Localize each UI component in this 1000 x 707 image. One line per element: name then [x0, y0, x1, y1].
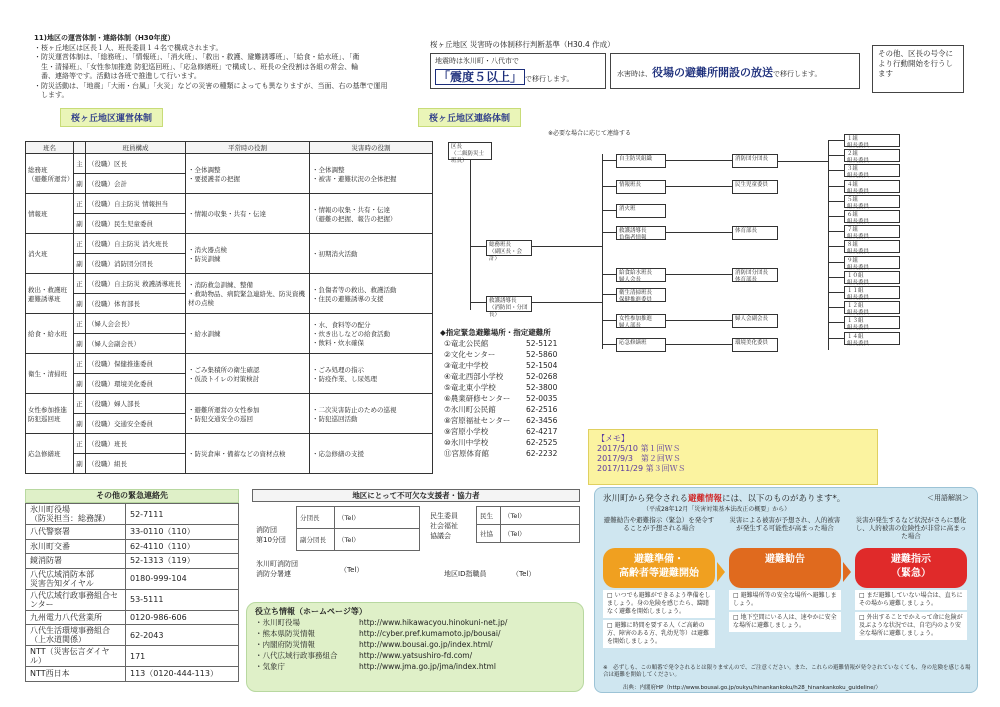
evac-condition: 災害が発生するなど状況がさらに悪化し、人的被害の危険性が非常に高まった場合: [855, 516, 967, 540]
team-name: 女性参加推進 防犯巡回班: [26, 394, 74, 434]
team-position: 主: [74, 154, 86, 174]
contact-tel: 0180-999-104: [126, 568, 239, 589]
tree-group: １０組 組長委員: [844, 271, 900, 284]
tree-connector: [666, 274, 732, 275]
evac-action: □ いつでも避難ができるよう準備をしましょう。身の危険を感じたら、躊躇なく避難を開始しましょう。: [603, 590, 715, 618]
normal-role: ・全体調整 ・要援護者の把握: [186, 154, 310, 194]
tree-level2: 応急修繕班: [616, 338, 666, 352]
shelter-tel: 62-2525: [526, 438, 558, 447]
arrow-icon: [717, 562, 725, 582]
normal-role: ・避難所運営の女性参加 ・防犯交通安全の巡回: [186, 394, 310, 434]
team-member: （役職）組長: [86, 454, 186, 474]
tree-connector: [602, 320, 616, 321]
normal-role: ・ごみ集積所の衛生確認 ・仮設トイレの対策検討: [186, 354, 310, 394]
link-name: ・氷川町役場: [255, 618, 300, 627]
evac-source: 出典：内閣府HP（http://www.bousai.go.jp/oukyu/hinankankoku/h28_hinankankoku_guideline/）: [623, 685, 882, 691]
evac-level-pill: 避難指示 （緊急）: [855, 548, 967, 588]
normal-role: ・給水訓練: [186, 314, 310, 354]
tree-level2: 女性参加推進 婦人部長: [616, 314, 666, 328]
contact-name: 氷川町役場 （防災担当：総務課）: [26, 504, 126, 525]
team-member: （役職）環境美化委員: [86, 374, 186, 394]
shelter-row: [440, 437, 561, 448]
shelter-name: ②文化センター: [444, 350, 496, 359]
evac-level-pill: 避難勧告: [729, 548, 841, 588]
shelter-row: [440, 360, 561, 371]
evac-subnote: （平成28年12月「災害対策基本法改正の概要」から）: [643, 506, 791, 513]
evac-action: □ 避難場所等の安全な場所へ避難しましょう。: [729, 590, 841, 610]
tree-connector: [666, 186, 732, 187]
contact-tel: 52-1313（119）: [126, 554, 239, 569]
shelter-row: [440, 382, 561, 393]
contact-row: [26, 610, 239, 625]
flood-criteria: 水害時は、役場の避難所開設の放送で移行します。: [610, 53, 860, 89]
contact-tel: 0120-986-606: [126, 610, 239, 625]
team-name: 衛生・清掃班: [26, 354, 74, 394]
arrow-icon: [843, 562, 851, 582]
org-row: [26, 434, 433, 454]
tree-connector: [828, 140, 829, 350]
tree-group: ６組 組長委員: [844, 210, 900, 223]
contact-tel: 113（0120-444-113）: [126, 667, 239, 682]
criteria-box: [424, 37, 864, 97]
quake-threshold: 「震度５以上」: [435, 69, 525, 85]
tree-group: １組 組長委員: [844, 134, 900, 147]
team-name: 応急修繕班: [26, 434, 74, 474]
org-row: [26, 274, 433, 294]
criteria-other: その他、区長の号令により行動開始を行うします: [872, 45, 964, 93]
link-name: ・熊本県防災情報: [255, 629, 315, 638]
tree-connector: [828, 186, 844, 187]
tree-connector: [828, 155, 844, 156]
link-row: [255, 628, 575, 639]
contact-name: 九州電力八代営業所: [26, 610, 126, 625]
memo-line: 2017/11/29 第３回ＷＳ: [597, 464, 686, 473]
intro-line: ・桜ヶ丘地区は区長１人、班長委員１４名で構成されます。: [34, 43, 223, 52]
contact-row: [26, 504, 239, 525]
contact-name: NTT西日本: [26, 667, 126, 682]
contact-row: [26, 568, 239, 589]
team-position: 正: [74, 234, 86, 254]
intro-title: 11)地区の運営体制・連絡体制（H30年度）: [34, 34, 175, 42]
shelter-name: ⑤竜北東小学校: [444, 383, 496, 392]
supporter-tel: （Tel）: [335, 507, 420, 529]
shelter-row: [440, 404, 561, 415]
shelter-tel: 52-1504: [526, 361, 558, 370]
shelter-row: [440, 448, 561, 459]
team-member: （役職）自主防災 消火班長: [86, 234, 186, 254]
normal-role: ・消防救急訓練、整備 ・救助物品、病院緊急連絡先、防災資機材の点検: [186, 274, 310, 314]
evac-panel: [594, 487, 978, 693]
link-url[interactable]: http://www.bousai.go.jp/index.html/: [359, 640, 493, 649]
link-row: [255, 650, 575, 661]
link-url[interactable]: http://cyber.pref.kumamoto.jp/bousai/: [359, 629, 501, 638]
team-position: 副: [74, 174, 86, 194]
tree-level2: 給食給水班長 婦人会長: [616, 268, 666, 282]
links-title: 役立ち情報（ホームページ等）: [255, 607, 367, 616]
contact-tel: 171: [126, 646, 239, 667]
intro-line: します。: [34, 91, 69, 99]
contacts-table: [25, 503, 239, 682]
tree-group: ３組 組長委員: [844, 164, 900, 177]
tree-connector: [602, 160, 616, 161]
team-position: 副: [74, 214, 86, 234]
team-member: （役職）自主防災 情報担当: [86, 194, 186, 214]
team-member: （役職）婦人部長: [86, 394, 186, 414]
supporter-role: 副分団長: [297, 529, 335, 551]
post-staff-tel: （Tel）: [512, 570, 536, 578]
tree-level3: 消防団分団長 体育部長: [732, 268, 778, 282]
tree-level2: 消火班: [616, 204, 666, 218]
shelter-name: ⑪宮原体育館: [444, 449, 489, 458]
evac-heading: 氷川町から発令される避難情報には、以下のものがあります*。: [603, 494, 846, 504]
tree-level3: 消防団分団長: [732, 154, 778, 168]
team-position: 正: [74, 274, 86, 294]
tree-root: 区長 （二級防災士 班長）: [448, 142, 492, 160]
tree-note: ※必要な場合に応じて連絡する: [548, 130, 632, 137]
tree-group: １２組 組長委員: [844, 301, 900, 314]
tree-connector: [828, 216, 844, 217]
org-header: [74, 142, 86, 154]
tree-connector: [470, 160, 471, 310]
contact-row: [26, 539, 239, 554]
tree-group: ７組 組長委員: [844, 225, 900, 238]
contact-row: [26, 625, 239, 646]
tree-level3: 体育部長: [732, 226, 778, 240]
team-member: （役職）保健推進委員: [86, 354, 186, 374]
intro-line: 番、連絡等です。活動は各班で推進して行います。: [34, 72, 201, 80]
shelter-tel: 62-2516: [526, 405, 558, 414]
contact-row: [26, 667, 239, 682]
tree-connector: [666, 320, 732, 321]
tree-connector: [666, 344, 732, 345]
shelter-tel: 52-0268: [526, 372, 558, 381]
criteria-title: 桜ヶ丘地区 災害時の体制移行判断基準（H30.4 作成）: [430, 40, 615, 49]
team-member: （役職）区長: [86, 154, 186, 174]
team-name: 救出・救護班 避難誘導班: [26, 274, 74, 314]
evac-column: [851, 514, 971, 664]
evac-column: [599, 514, 719, 664]
team-member: （役職）消防団分団長: [86, 254, 186, 274]
tree-connector: [532, 246, 602, 247]
tree-connector: [828, 262, 844, 263]
tree-group: ８組 組長委員: [844, 240, 900, 253]
tree-mid: 救護誘導長 （消防団・分団長）: [486, 296, 532, 312]
team-member: （婦人会会長）: [86, 314, 186, 334]
evac-action: □ 外出することでかえって命に危険が及ぶような状況では、自宅内のより安全な場所に避難しましょう。: [855, 612, 967, 640]
shelter-tel: 52-0035: [526, 394, 558, 403]
evac-condition: 災害による被害が予想され、人的被害が発生する可能性が高まった場合: [729, 516, 841, 532]
town-fire-tel: （Tel）: [340, 566, 364, 574]
tree-connector: [828, 201, 844, 202]
shelter-name: ③竜北中学校: [444, 361, 489, 370]
tree-connector: [470, 302, 486, 303]
contact-row: [26, 589, 239, 610]
supporter-role: 分団長: [297, 507, 335, 529]
tree-connector: [602, 344, 616, 345]
disaster-role: ・二次災害防止のための巡視 ・防犯巡回活動: [310, 394, 433, 434]
supporter-tel: （Tel）: [335, 529, 420, 551]
welfare-label: 民生委員 社会福祉 協議会: [430, 512, 458, 540]
disaster-role: ・全体調整 ・被害・避難状況の全体把握: [310, 154, 433, 194]
contact-name: 八代生活環境事務組合 （上水道関係）: [26, 625, 126, 646]
town-fire-label: 氷川町消防団 消防分署連: [256, 560, 298, 578]
normal-role: ・防災倉庫・備蓄などの資材点検: [186, 434, 310, 474]
team-member: （役職）班長: [86, 434, 186, 454]
shelter-row: [440, 338, 561, 349]
team-position: 副: [74, 374, 86, 394]
team-name: 総務班 （避難所運営）: [26, 154, 74, 194]
disaster-role: ・応急修繕の支援: [310, 434, 433, 474]
link-row: [255, 617, 575, 628]
tree-group: ２組 組長委員: [844, 149, 900, 162]
tree-connector: [828, 231, 844, 232]
tree-level3: 婦人会副会長: [732, 314, 778, 328]
link-name: ・気象庁: [255, 662, 285, 671]
tree-mid: 総務班長 （副区長・会計）: [486, 240, 532, 256]
memo-line: 2017/5/10 第１回ＷＳ: [597, 444, 681, 453]
disaster-role: ・初期消火活動: [310, 234, 433, 274]
team-member: （役職）体育部長: [86, 294, 186, 314]
evac-action: □ 避難に時間を要する人（ご高齢の方、障害のある方、乳幼児等）は避難を開始しましょう。: [603, 620, 715, 648]
links-box: [246, 602, 584, 692]
team-position: 副: [74, 334, 86, 354]
shelter-tel: 62-2232: [526, 449, 558, 458]
team-position: 正: [74, 434, 86, 454]
shelter-name: ⑨宮原小学校: [444, 427, 489, 436]
tree-connector: [828, 307, 844, 308]
tree-connector: [828, 170, 844, 171]
team-position: 正: [74, 394, 86, 414]
evac-level-pill: 避難準備・ 高齢者等避難開始: [603, 548, 715, 588]
contact-tel: 62-2043: [126, 625, 239, 646]
intro-line: ・防災活動は、「地震」「大雨・台風」「火災」などの災害の種類によっても異なりますが、当面、右の基準で運用: [34, 81, 388, 90]
tree-connector: [666, 160, 732, 161]
tree-level2: 衛生清掃班長 保健推進委員: [616, 288, 666, 302]
evac-glossary: ＜用語解説＞: [927, 494, 969, 502]
contacts-title: その他の緊急連絡先: [25, 489, 239, 503]
shelter-tel: 52-5121: [526, 339, 558, 348]
link-row: [255, 661, 575, 672]
link-url[interactable]: http://www.hikawacyou.hinokuni-net.jp/: [359, 618, 508, 627]
shelter-name: ①竜北公民館: [444, 339, 489, 348]
tree-group: ９組 組長委員: [844, 256, 900, 269]
org-header: 災害時の役割: [310, 142, 433, 154]
shelter-table: [440, 338, 561, 459]
contact-label: 桜ヶ丘地区連絡体制: [418, 108, 521, 127]
tree-connector: [828, 246, 844, 247]
memo-box: [588, 429, 878, 485]
evac-condition: 避難勧告や避難指示（緊急）を発令することが予想される場合: [603, 516, 715, 532]
contact-row: [26, 525, 239, 540]
contact-name: 八代広域消防本部 災害告知ダイヤル: [26, 568, 126, 589]
tree-connector: [532, 302, 602, 303]
org-header: 平常時の役割: [186, 142, 310, 154]
org-header: 班員構成: [86, 142, 186, 154]
tree-connector: [602, 294, 616, 295]
shelter-name: ⑧宮原福祉センター: [444, 416, 511, 425]
tree-level3: 民生児童委員: [732, 180, 778, 194]
contact-name: NTT（災害伝言ダイヤル）: [26, 646, 126, 667]
link-url[interactable]: http://www.yatsushiro-fd.com/: [359, 651, 473, 660]
tree-level2: 救護誘導長 負傷者情報: [616, 226, 666, 240]
team-member: （婦人会副会長）: [86, 334, 186, 354]
team-position: 副: [74, 454, 86, 474]
org-table: [25, 141, 433, 474]
team-member: （役職）交通安全委員: [86, 414, 186, 434]
team-position: 正: [74, 314, 86, 334]
tree-group: １３組 組長委員: [844, 316, 900, 329]
tree-connector: [828, 292, 844, 293]
tree-connector: [602, 232, 616, 233]
team-name: 給食・給水班: [26, 314, 74, 354]
contact-name: 八代警察署: [26, 525, 126, 540]
memo-title: 【メモ】: [597, 434, 629, 443]
shelter-row: [440, 426, 561, 437]
contact-tel: 52-7111: [126, 504, 239, 525]
team-member: （役職）自主防災 救護誘導班長: [86, 274, 186, 294]
team-position: 正: [74, 194, 86, 214]
team-position: 副: [74, 294, 86, 314]
supporter-role: 社協: [477, 525, 501, 543]
org-row: [26, 314, 433, 334]
shelter-row: [440, 393, 561, 404]
tree-level2: 自主防災組織: [616, 154, 666, 168]
shelter-tel: 52-5860: [526, 350, 558, 359]
tree-connector: [828, 140, 844, 141]
disaster-role: ・情報の収集・共有・伝達 （避難の把握、報告の把握）: [310, 194, 433, 234]
team-position: 副: [74, 254, 86, 274]
contact-name: 氷川町交番: [26, 539, 126, 554]
tree-connector: [828, 277, 844, 278]
supporter-tel: （Tel）: [501, 507, 580, 525]
shelter-row: [440, 415, 561, 426]
quake-criteria: 地震時は氷川町・八代市で 「震度５以上」 で移行します。: [430, 53, 606, 89]
supporter-tel: （Tel）: [501, 525, 580, 543]
contact-name: 鏡消防署: [26, 554, 126, 569]
post-staff-label: 地区ID指職員: [444, 570, 487, 578]
link-url[interactable]: http://www.jma.go.jp/jma/index.html: [359, 662, 496, 671]
evac-footnote: ※ 必ずしも、この順番で発令されるとは限りませんので、ご注意ください。また、これらの避難情報が発令されていなくても、身の危険を感じる場合は避難を開始してください。: [603, 665, 971, 678]
tree-connector: [666, 232, 732, 233]
intro-line: ・防災運営体制は、「総務班」、「情報班」、「消火班」、「救出・救護、避難誘導班」、「給食・給水班」、「衛: [34, 53, 360, 61]
shelter-tel: 62-3456: [526, 416, 558, 425]
disaster-role: ・水、食料等の配分 ・炊き出しなどの給食活動 ・飲料・炊水確保: [310, 314, 433, 354]
link-row: [255, 639, 575, 650]
disaster-role: ・ごみ処理の指示 ・防疫作業、し尿処理: [310, 354, 433, 394]
evac-action: □ 地下空間にいる人は、速やかに安全な場所に避難しましょう。: [729, 612, 841, 632]
evac-action: □ まだ避難していない場合は、直ちにその場から避難しましょう。: [855, 590, 967, 610]
tree-connector: [778, 161, 828, 162]
shelter-list: [440, 327, 570, 459]
tree-group: ５組 組長委員: [844, 195, 900, 208]
fire-brigade-label: 消防団 第10分団: [256, 526, 286, 544]
tree-connector: [828, 322, 844, 323]
tree-connector: [602, 210, 616, 211]
link-name: ・内閣府防災情報: [255, 640, 315, 649]
evac-column: [725, 514, 845, 664]
normal-role: ・情報の収集・共有・伝達: [186, 194, 310, 234]
contact-tel: 62-4110（110）: [126, 539, 239, 554]
org-row: [26, 194, 433, 214]
contact-tel: 53-5111: [126, 589, 239, 610]
tree-connector: [602, 186, 616, 187]
team-member: （役職）会計: [86, 174, 186, 194]
contact-name: 八代広域行政事務組合センター: [26, 589, 126, 610]
contact-row: [26, 554, 239, 569]
tree-group: ４組 組長委員: [844, 180, 900, 193]
tree-connector: [828, 338, 844, 339]
shelter-title: ◆指定緊急避難場所・指定避難所: [440, 328, 551, 337]
org-row: [26, 394, 433, 414]
normal-role: ・消火器点検 ・防災訓練: [186, 234, 310, 274]
team-name: 情報班: [26, 194, 74, 234]
supporter-role: 民生: [477, 507, 501, 525]
shelter-name: ⑥農業研修センター: [444, 394, 511, 403]
team-position: 正: [74, 354, 86, 374]
team-member: （役職）民生児童委員: [86, 214, 186, 234]
org-row: [26, 154, 433, 174]
contact-row: [26, 646, 239, 667]
shelter-row: [440, 349, 561, 360]
supporters-title: 地区にとって不可欠な支援者・協力者: [252, 489, 580, 502]
org-header: 班名: [26, 142, 74, 154]
shelter-row: [440, 371, 561, 382]
flood-threshold: 役場の避難所開設の放送: [652, 66, 773, 79]
shelter-name: ⑦氷川町公民館: [444, 405, 496, 414]
shelter-name: ⑩氷川中学校: [444, 438, 489, 447]
disaster-role: ・負傷者等の救出、救護活動 ・住民の避難誘導の支援: [310, 274, 433, 314]
shelter-tel: 52-3800: [526, 383, 558, 392]
tree-group: １１組 組長委員: [844, 286, 900, 299]
tree-level2: 情報班長: [616, 180, 666, 194]
shelter-tel: 62-4217: [526, 427, 558, 436]
link-name: ・八代広域行政事務組合: [255, 651, 338, 660]
management-label: 桜ヶ丘地区運営体制: [60, 108, 163, 127]
shelter-name: ④竜北西部小学校: [444, 372, 504, 381]
team-name: 消火班: [26, 234, 74, 274]
org-row: [26, 354, 433, 374]
tree-connector: [470, 246, 486, 247]
contact-tel: 33-0110（110）: [126, 525, 239, 540]
intro-section: [34, 34, 419, 101]
tree-group: １４組 組長委員: [844, 332, 900, 345]
supporters-box: [252, 489, 580, 599]
tree-level3: 環境美化委員: [732, 338, 778, 352]
team-position: 副: [74, 414, 86, 434]
org-row: [26, 234, 433, 254]
tree-connector: [602, 274, 616, 275]
intro-line: 生・清掃班」、「女性参加推進 防犯巡回班」、「応急修繕班」で構成し、班長の全役割は各組の常会、輪: [34, 62, 359, 71]
memo-line: 2017/9/3 第２回ＷＳ: [597, 454, 681, 463]
org-header-row: [26, 142, 433, 154]
